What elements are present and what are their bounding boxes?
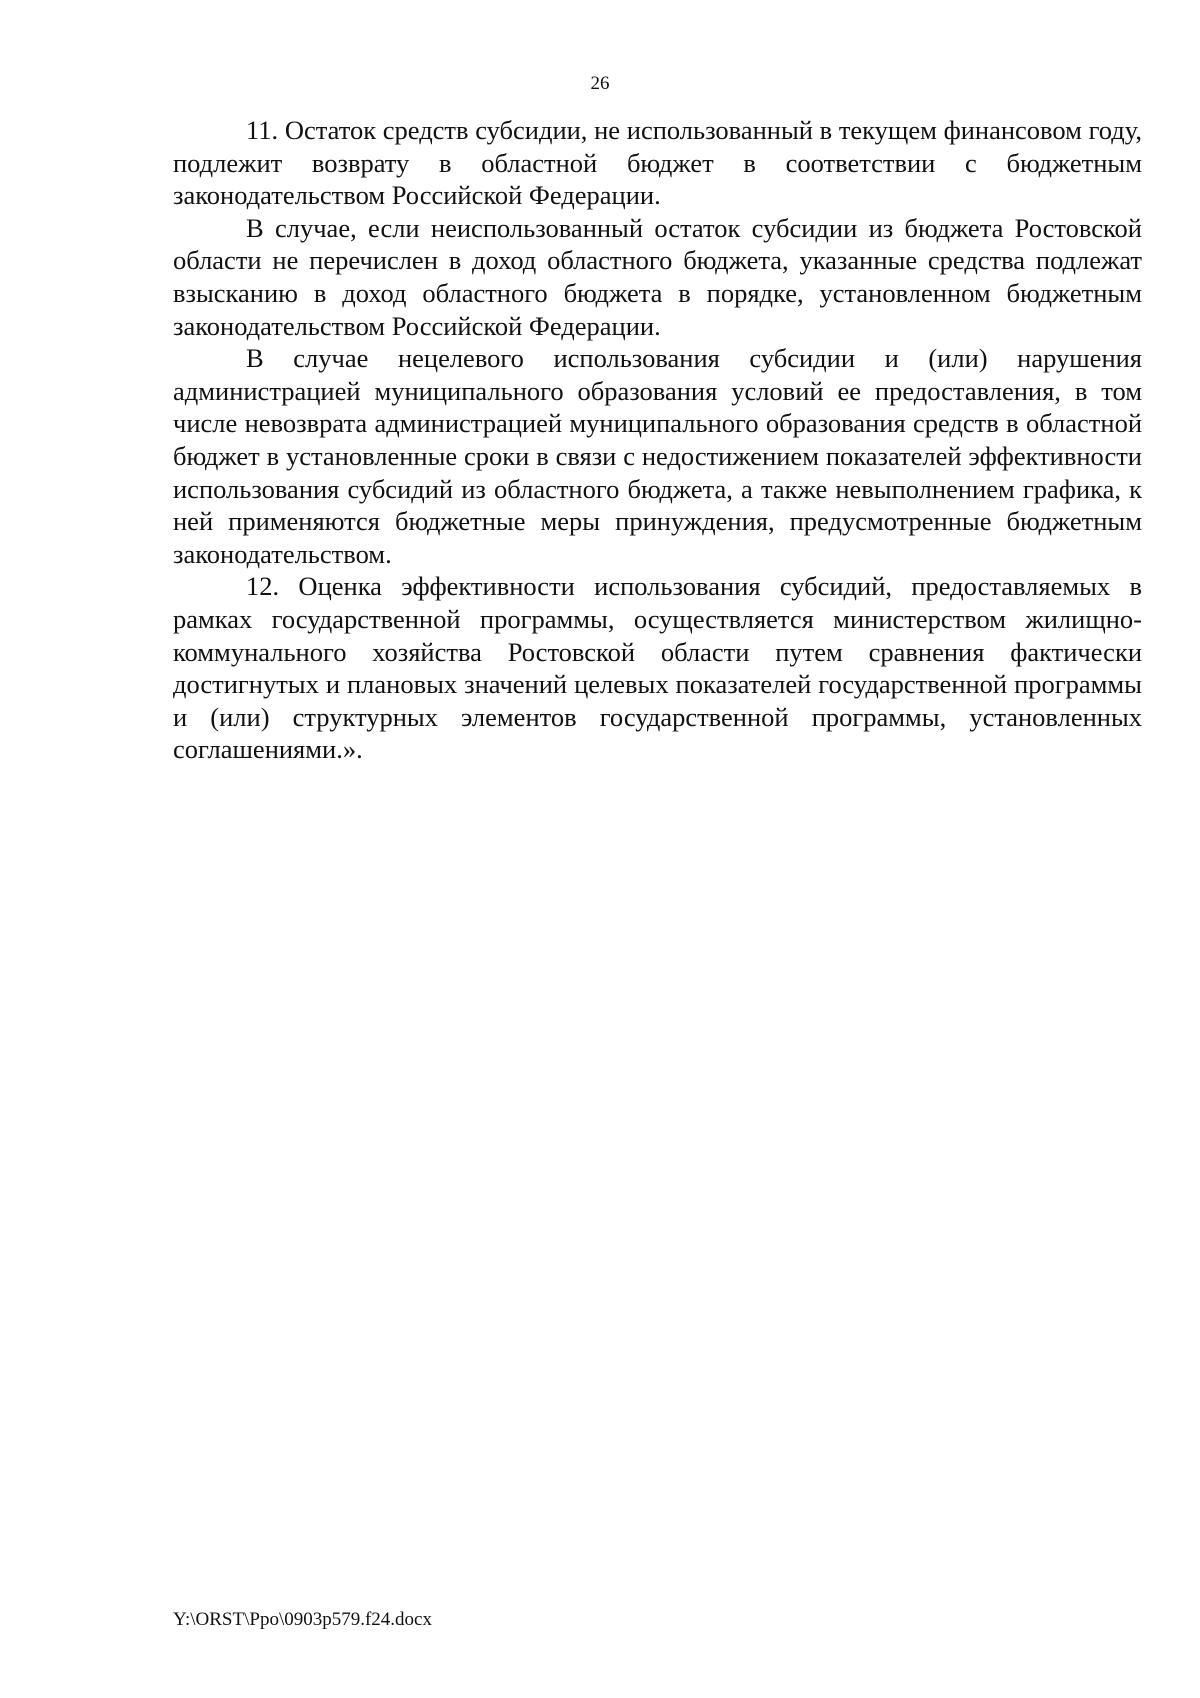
page-number: 26 (590, 73, 610, 94)
paragraph-11-remainder-return: 11. Остаток средств субсидии, не использованный в текущем финансовом году, подлежит возврату в областной бюджет в соответствии с бюджетным законодательством Российской Федерации. (173, 115, 1142, 211)
paragraph-12-efficiency-assessment: 12. Оценка эффективности использования субсидий, предоставляемых в рамках государственной программы, осуществляется министерством жилищно-коммунального хозяйства Ростовской области путем сравнения фактически достигнутых и плановых значений целевых показателей государственной программы и (или) структурных элементов государственной программы, установленных соглашениями.». (173, 571, 1142, 765)
footer-file-path: Y:\ORST\Ppo\0903p579.f24.docx (173, 1609, 432, 1630)
paragraph-misuse-penalties: В случае нецелевого использования субсидии и (или) нарушения администрацией муниципального образования условий ее предоставления, в том числе невозврата администрацией муниципального образования средств в областной бюджет в установленные сроки в связи с недостижением показателей эффективности использования субсидий из областного бюджета, а также невыполнением графика, к ней применяются бюджетные меры принуждения, предусмотренные бюджетным законодательством. (173, 343, 1142, 569)
paragraph-unused-remainder-recovery: В случае, если неиспользованный остаток субсидии из бюджета Ростовской области не перечислен в доход областного бюджета, указанные средства подлежат взысканию в доход областного бюджета в порядке, установленном бюджетным законодательством Российской Федерации. (173, 212, 1142, 341)
document-body (173, 114, 1142, 766)
